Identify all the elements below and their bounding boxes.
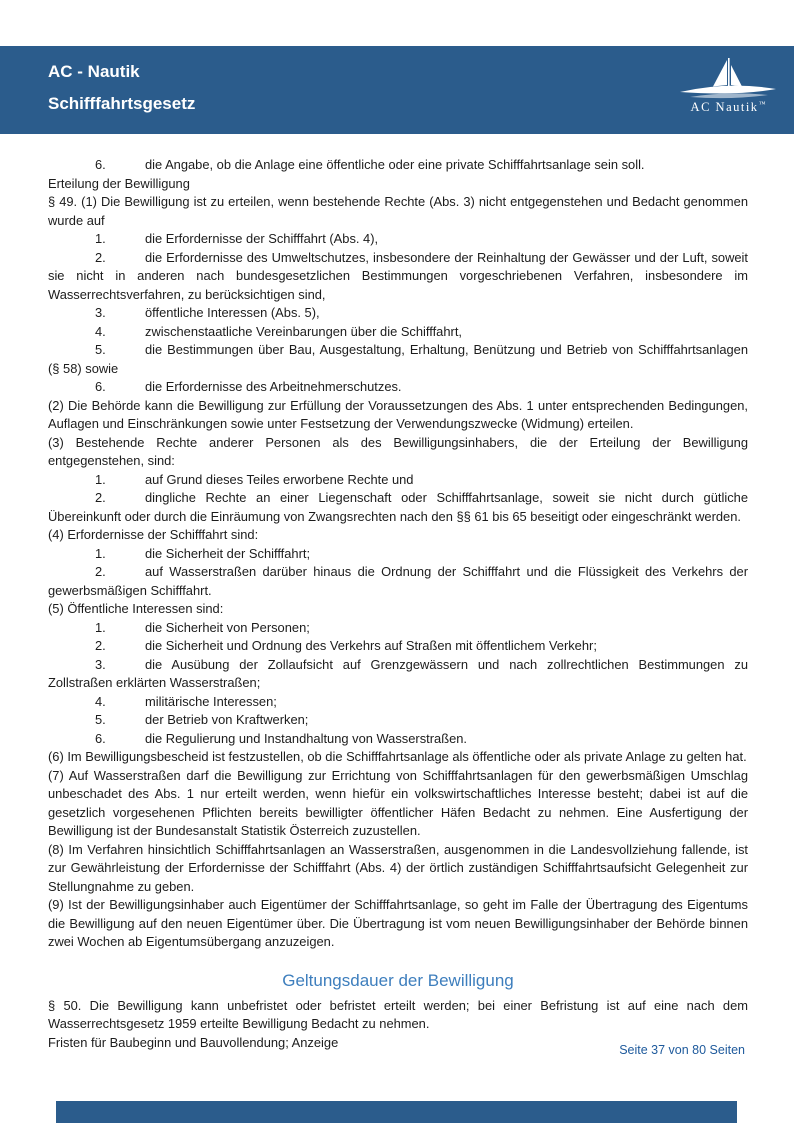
company-logo <box>674 56 782 124</box>
section-heading: Geltungsdauer der Bewilligung <box>282 970 514 990</box>
list-item <box>48 637 748 656</box>
list-item-text: die Sicherheit und Ordnung des Verkehrs auf Straßen mit öffentlichem Verkehr; <box>145 638 597 653</box>
paragraph: § 49. (1) Die Bewilligung ist zu erteilen, wenn bestehende Rechte (Abs. 3) nicht entgegenstehen und Bedacht genommen wurde auf <box>48 194 748 228</box>
list-item <box>48 656 748 693</box>
list-item-number: 3. <box>95 656 106 672</box>
list-item <box>48 156 748 175</box>
list-item <box>48 619 748 638</box>
list-item-text: die Regulierung und Instandhaltung von Wasserstraßen. <box>145 730 467 746</box>
list-item-text: auf Grund dieses Teiles erworbene Rechte und <box>145 471 414 487</box>
paragraph: (2) Die Behörde kann die Bewilligung zur Erfüllung der Voraussetzungen des Abs. 1 unter entsprechenden Bedingungen, Auflagen und Einschränkungen sowie unter Festsetzung der Verwendungszwecke (Widmung) erteilen. <box>48 397 748 431</box>
list-item-text: auf Wasserstraßen darüber hinaus die Ordnung der Schifffahrt und die Flüssigkeit des Verkehrs der gewerbsmäßigen Schifffahrt. <box>48 564 748 598</box>
list-item <box>48 730 748 749</box>
list-item-number: 1. <box>95 231 106 246</box>
header-titles <box>48 61 195 115</box>
list-item-number: 2. <box>95 564 106 579</box>
list-item-number: 2. <box>95 249 106 265</box>
list-item <box>48 341 748 378</box>
list-item-text: dingliche Rechte an einer Liegenschaft oder Schifffahrtsanlage, soweit sie nicht durch gütliche Übereinkunft oder durch die Einräumung von Zwangsrechten nach den §§ 61 bis 65 beseitigt oder eingeschränkt werden. <box>48 490 748 524</box>
list-item <box>48 545 748 564</box>
paragraph: (8) Im Verfahren hinsichtlich Schifffahrtsanlagen an Wasserstraßen, ausgenommen in die Landesvollziehung fallende, ist zur Gewährleistung der Erfordernisse der Schifffahrt (Abs. 4) der örtlich zuständigen Schifffahrtsaufsicht Gelegenheit zur Stellungnahme zu geben. <box>48 841 748 894</box>
list-item <box>48 471 748 490</box>
header-bar <box>0 46 794 134</box>
list-item-text: öffentliche Interessen (Abs. 5), <box>145 305 320 320</box>
list-item <box>48 489 748 526</box>
paragraph: (7) Auf Wasserstraßen darf die Bewilligung zur Errichtung von Schifffahrtsanlagen für den gewerbsmäßigen Umschlag unbeschadet des Abs. 1 nur erteilt werden, wenn hiefür ein volkswirtschaftliches Interesse besteht; dabei ist auf die gesetzlich vorgesehenen Pflichten bereits bewilligter öffentlicher Häfen Bedacht zu nehmen. Eine Ausfertigung der Bewilligung ist der Bundesanstalt Statistik Österreich zuzustellen. <box>48 767 748 838</box>
paragraph: Erteilung der Bewilligung <box>48 175 190 191</box>
list-item <box>48 304 748 323</box>
list-item-number: 5. <box>95 342 106 357</box>
list-item-number: 4. <box>95 693 106 709</box>
paragraph: (3) Bestehende Rechte anderer Personen als des Bewilligungsinhabers, die der Erteilung der Bewilligung entgegenstehen, sind: <box>48 434 748 468</box>
list-item-text: militärische Interessen; <box>145 693 277 709</box>
paragraph: (5) Öffentliche Interessen sind: <box>48 601 224 616</box>
list-item-text: die Angabe, ob die Anlage eine öffentliche oder eine private Schifffahrtsanlage sein soll. <box>145 157 645 172</box>
list-item-text: zwischenstaatliche Vereinbarungen über die Schifffahrt, <box>145 323 462 339</box>
paragraph: § 50. Die Bewilligung kann unbefristet oder befristet erteilt werden; bei einer Befristung ist auf eine nach dem Wasserrechtsgesetz 1959 erteilte Bewilligung Bedacht zu nehmen. <box>48 997 748 1031</box>
list-item <box>48 563 748 600</box>
list-item-number: 6. <box>95 730 106 746</box>
document-body <box>48 156 748 1052</box>
list-item-text: die Erfordernisse der Schifffahrt (Abs. 4), <box>145 231 379 246</box>
list-item-number: 5. <box>95 712 106 727</box>
list-item <box>48 693 748 712</box>
list-item-number: 6. <box>95 379 106 394</box>
list-item-number: 3. <box>95 305 106 320</box>
list-item-number: 6. <box>95 157 106 172</box>
footer-bar <box>56 1101 737 1123</box>
list-item-number: 1. <box>95 471 106 487</box>
sailboat-icon <box>674 56 782 102</box>
list-item-text: die Erfordernisse des Arbeitnehmerschutzes. <box>145 379 402 394</box>
list-item-number: 4. <box>95 323 106 339</box>
paragraph: Fristen für Baubeginn und Bauvollendung; Anzeige <box>48 1034 339 1050</box>
header-title: AC - Nautik <box>48 62 140 81</box>
header-subtitle: Schifffahrtsgesetz <box>48 94 196 113</box>
list-item-number: 1. <box>95 545 106 561</box>
list-item-text: die Sicherheit von Personen; <box>145 619 310 635</box>
list-item-number: 1. <box>95 619 106 635</box>
list-item-number: 2. <box>95 638 106 653</box>
list-item-text: der Betrieb von Kraftwerken; <box>145 712 309 727</box>
list-item-text: die Erfordernisse des Umweltschutzes, insbesondere der Reinhaltung der Gewässer und der Luft, soweit sie nicht in anderen nach bundesgesetzlichen Bestimmungen vorgeschriebenen Verfahren, insbesondere im Wasserrechtsverfahren, zu berücksichtigen sind, <box>48 249 748 302</box>
paragraph: (6) Im Bewilligungsbescheid ist festzustellen, ob die Schifffahrtsanlage als öffentliche oder als private Anlage zu gelten hat. <box>48 749 747 764</box>
trademark-symbol: ™ <box>758 100 766 108</box>
logo-wordmark: AC Nautik™ <box>690 100 766 115</box>
list-item <box>48 378 748 397</box>
paragraph: (4) Erfordernisse der Schifffahrt sind: <box>48 527 259 542</box>
list-item-number: 2. <box>95 490 106 505</box>
list-item <box>48 323 748 342</box>
list-item <box>48 249 748 305</box>
list-item-text: die Ausübung der Zollaufsicht auf Grenzgewässern und nach zollrechtlichen Bestimmungen zu Zollstraßen erklärten Wasserstraßen; <box>48 656 748 690</box>
list-item-text: die Sicherheit der Schifffahrt; <box>145 545 311 561</box>
paragraph: (9) Ist der Bewilligungsinhaber auch Eigentümer der Schifffahrtsanlage, so geht im Falle der Übertragung des Eigentums die Bewilligung auf den neuen Eigentümer über. Die Übertragung ist vom neuen Bewilligungsinhaber der Behörde binnen zwei Wochen ab Eigentumsübergang anzuzeigen. <box>48 897 748 949</box>
list-item <box>48 711 748 730</box>
list-item-text: die Bestimmungen über Bau, Ausgestaltung, Erhaltung, Benützung und Betrieb von Schifffahrtsanlagen (§ 58) sowie <box>48 342 748 376</box>
page-number: Seite 37 von 80 Seiten <box>619 1043 745 1057</box>
list-item <box>48 230 748 249</box>
